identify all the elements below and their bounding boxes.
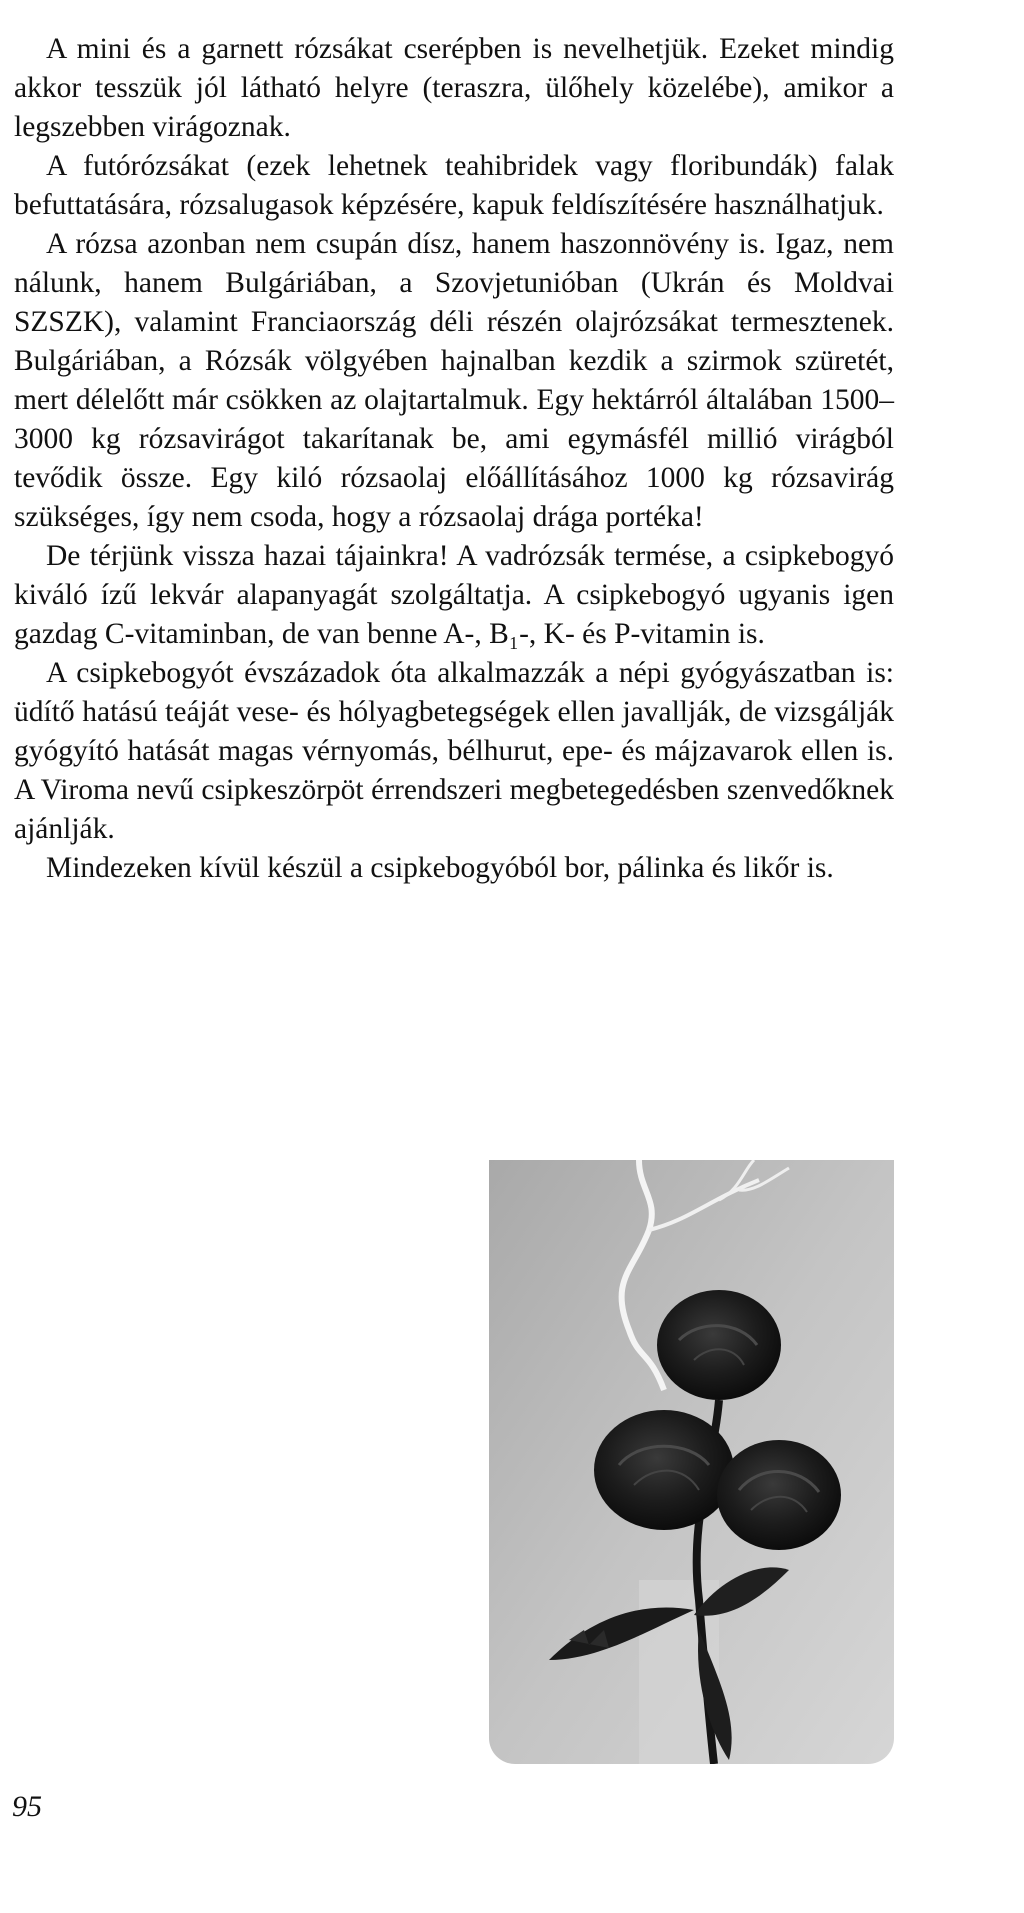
rose-illustration [489,1160,894,1764]
rose-photo [489,1160,894,1764]
body-text [14,30,894,888]
page-number: 95 [12,1790,42,1823]
paragraph: A csipkebogyót évszázadok óta alkalmazzák a népi gyógyászatban is: üdítő hatású teáját vese- és hólyagbetegségek ellen javallják, de vizsgálják gyógyító hatását magas vérnyomás, bélhurut, epe- és májzavarok ellen is. A Viroma nevű csipkeszörpöt érrendszeri megbetegedésben szenvedőknek ajánlják. [14,657,894,845]
paragraph: A futórózsákat (ezek lehetnek teahibridek vagy floribundák) falak befuttatására, rózsalugasok képzésére, kapuk feldíszítésére használhatjuk. [14,150,894,221]
paragraph: A mini és a garnett rózsákat cserépben is nevelhetjük. Ezeket mindig akkor tesszük jól látható helyre (teraszra, ülőhely közelébe), amikor a legszebben virágoznak. [14,33,894,143]
paragraph: Mindezeken kívül készül a csipkebogyóból bor, pálinka és likőr is. [46,852,834,884]
paragraph: De térjünk vissza hazai tájainkra! A vadrózsák termése, a csipkebogyó kiváló ízű lekvár alapanyagát szolgáltatja. A csipkebogyó ugyanis igen gazdag C-vitaminban, de van benne A-, B₁-, K- és P-vitamin is. [14,540,894,650]
paragraph: A rózsa azonban nem csupán dísz, hanem haszonnövény is. Igaz, nem nálunk, hanem Bulgáriában, a Szovjetunióban (Ukrán és Moldvai SZSZK), valamint Franciaország déli részén olajrózsákat termesztenek. Bulgáriában, a Rózsák völgyében hajnalban kezdik a szirmok szüretét, mert délelőtt már csökken az olajtartalmuk. Egy hektárról általában 1500–3000 kg rózsavirágot takarítanak be, ami egymásfél millió virágból tevődik össze. Egy kiló rózsaolaj előállításához 1000 kg rózsavirág szükséges, így nem csoda, hogy a rózsaolaj drága portéka! [14,228,894,533]
